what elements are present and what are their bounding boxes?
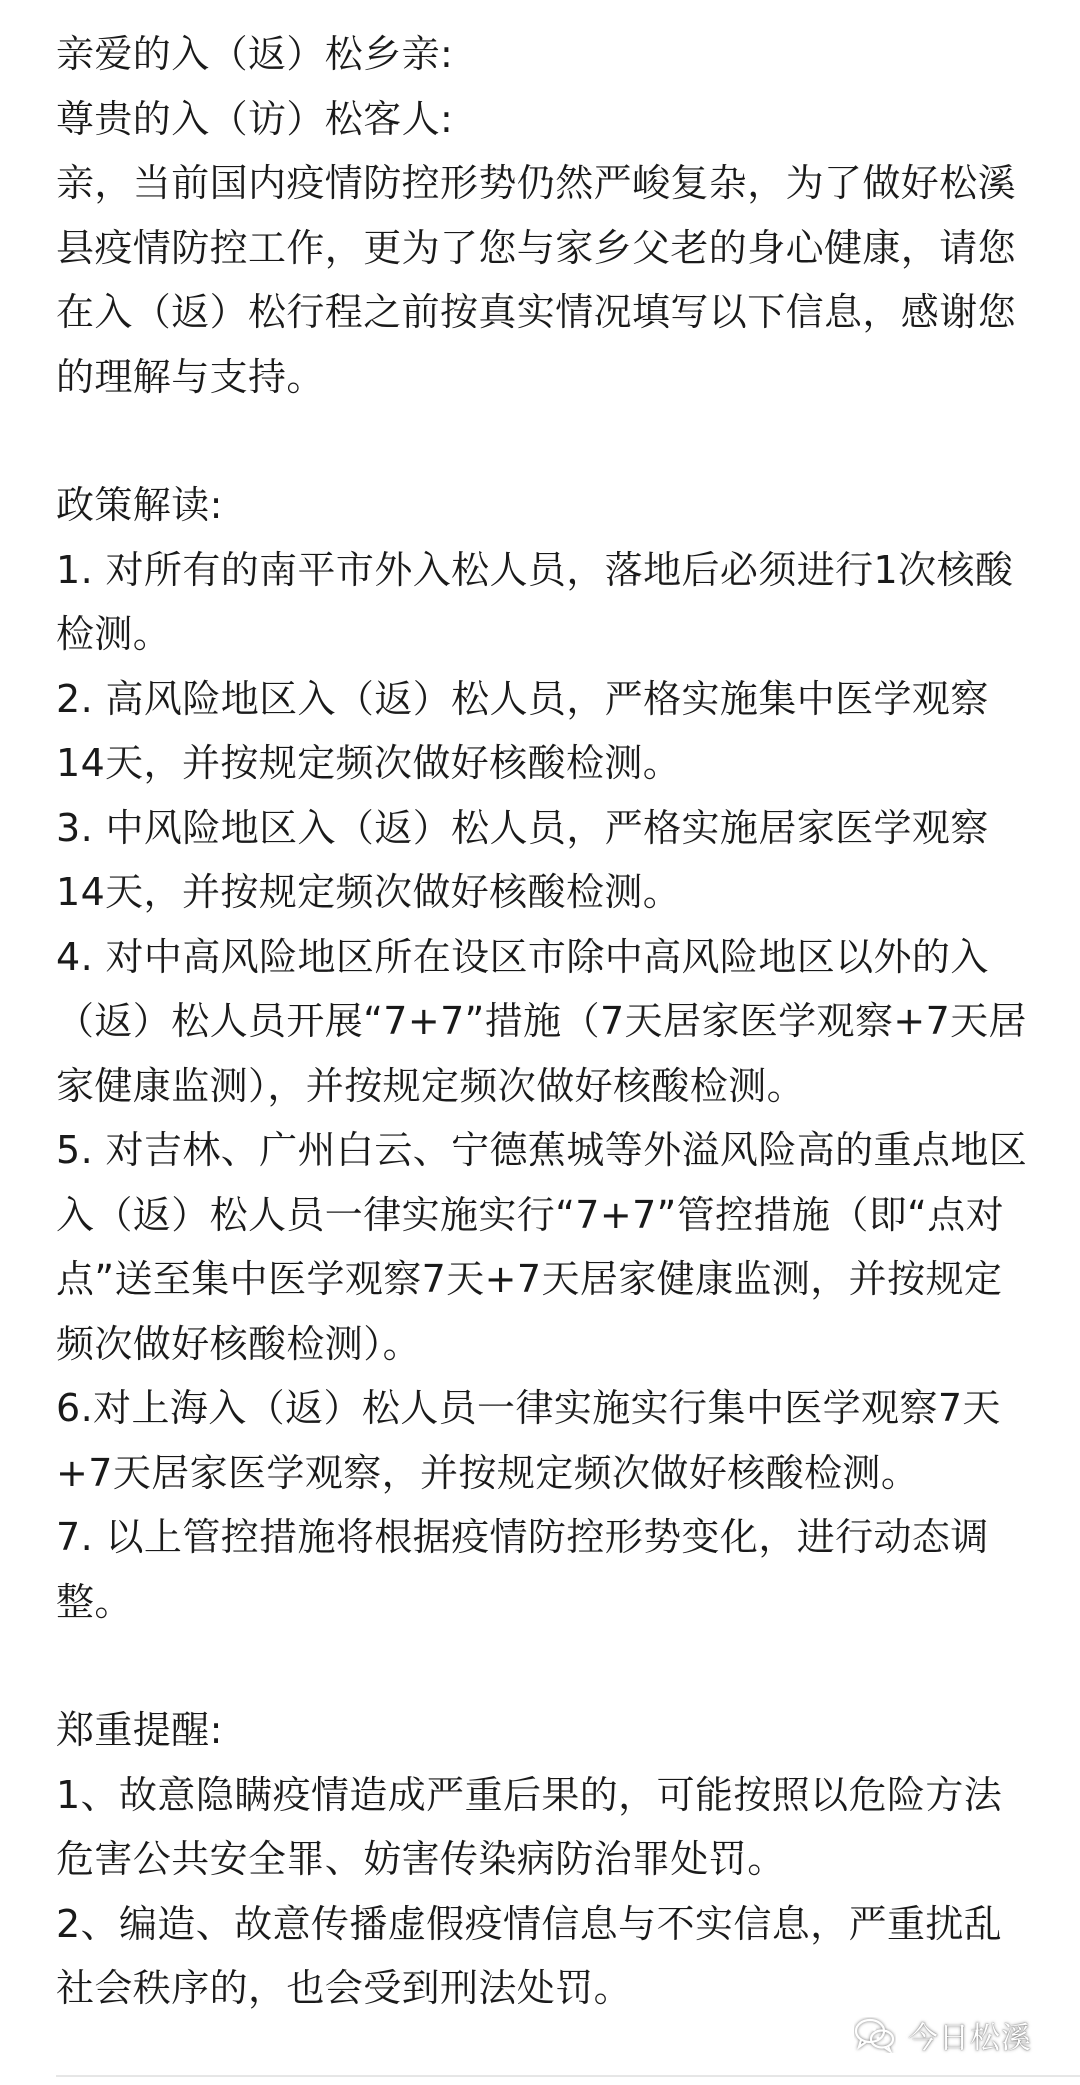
policy-item-1: 1. 对所有的南平市外入松人员，落地后必须进行1次核酸检测。 — [56, 547, 1014, 656]
divider — [56, 2075, 1080, 2077]
policy-item-7: 7. 以上管控措施将根据疫情防控形势变化，进行动态调整。 — [56, 1515, 989, 1624]
section-spacer — [56, 1634, 1036, 1698]
greeting-guests: 尊贵的入（访）松客人: — [56, 96, 454, 141]
policy-heading: 政策解读: — [56, 483, 223, 527]
wechat-icon — [854, 2017, 896, 2053]
policy-item-6: 6.对上海入（返）松人员一律实施实行集中医学观察7天+7天居家医学观察，并按规定频次做好核酸检测。 — [56, 1386, 1001, 1495]
policy-item-4: 4. 对中高风险地区所在设区市除中高风险地区以外的入（返）松人员开展“7+7”措施（7天居家医学观察+7天居家健康监测），并按规定频次做好核酸检测。 — [56, 934, 1027, 1108]
watermark — [854, 2013, 1032, 2057]
watermark-text: 今日松溪 — [908, 2021, 1032, 2056]
greeting-residents: 亲爱的入（返）松乡亲: — [56, 32, 454, 76]
policy-item-5: 5. 对吉林、广州白云、宁德蕉城等外溢风险高的重点地区入（返）松人员一律实施实行“7+7”管控措施（即“点对点”送至集中医学观察7天+7天居家健康监测，并按规定频次做好核酸检测）。 — [56, 1128, 1028, 1366]
notice-document — [56, 22, 1036, 2021]
intro-paragraph: 亲，当前国内疫情防控形势仍然严峻复杂，为了做好松溪县疫情防控工作，更为了您与家乡父老的身心健康，请您在入（返）松行程之前按真实情况填写以下信息，感谢您的理解与支持。 — [56, 161, 1017, 399]
policy-item-3: 3. 中风险地区入（返）松人员，严格实施居家医学观察14天，并按规定频次做好核酸检测。 — [56, 805, 989, 914]
policy-item-2: 2. 高风险地区入（返）松人员，严格实施集中医学观察14天，并按规定频次做好核酸检测。 — [56, 676, 989, 785]
reminder-heading: 郑重提醒: — [56, 1708, 223, 1752]
reminder-item-1: 1、故意隐瞒疫情造成严重后果的，可能按照以危险方法危害公共安全罪、妨害传染病防治罪处罚。 — [56, 1772, 1003, 1881]
section-spacer — [56, 409, 1036, 473]
reminder-item-2: 2、编造、故意传播虚假疫情信息与不实信息，严重扰乱社会秩序的，也会受到刑法处罚。 — [56, 1901, 1003, 2010]
